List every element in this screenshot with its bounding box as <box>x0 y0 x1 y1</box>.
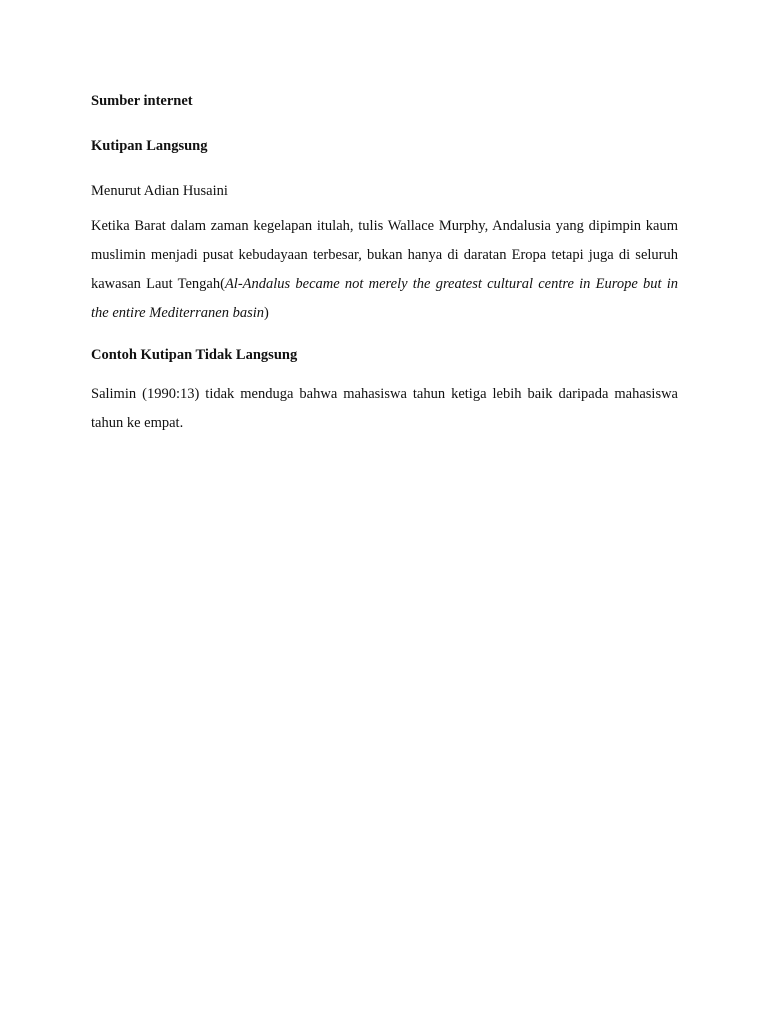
heading-sumber-internet: Sumber internet <box>91 93 193 109</box>
intro-line: Menurut Adian Husaini <box>91 183 228 199</box>
heading-kutipan-tidak-langsung: Contoh Kutipan Tidak Langsung <box>91 347 298 363</box>
heading-kutipan-langsung: Kutipan Langsung <box>91 138 208 154</box>
indirect-quote-paragraph: Salimin (1990:13) tidak menduga bahwa mahasiswa tahun ketiga lebih baik daripada mahasiswa tahun ke empat. <box>91 386 678 431</box>
quote-text-before: Ketika Barat dalam zaman kegelapan itulah, tulis Wallace Murphy, Andalusia yang dipimpin kaum muslimin menjadi pusat kebudayaan terbesar, bukan hanya di daratan Eropa tetapi juga di seluruh kawasan Laut Tengah( <box>91 218 678 292</box>
direct-quote-paragraph <box>91 212 678 328</box>
quote-italic-text: Al-Andalus became not merely the greatest cultural centre in Europe but in the entire Mediterranen basin <box>91 276 678 321</box>
quote-text-after: ) <box>264 305 269 321</box>
document-body <box>91 91 678 438</box>
